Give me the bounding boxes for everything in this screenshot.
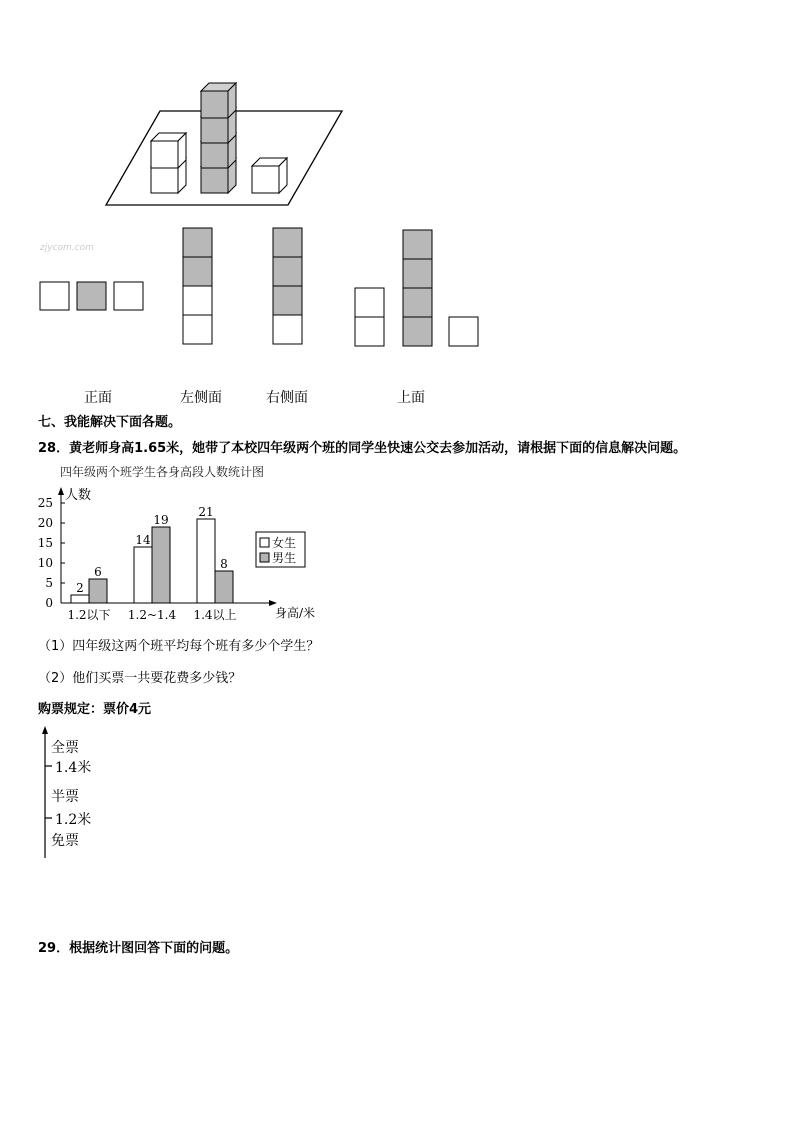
bar-value-label: 19 xyxy=(153,513,169,527)
y-tick-label: 25 xyxy=(37,496,53,510)
bar-value-label: 6 xyxy=(94,565,102,579)
y-tick-label: 20 xyxy=(37,516,53,530)
bar-value-label: 8 xyxy=(220,557,228,571)
bar-男生 xyxy=(215,571,233,603)
question-28: 28．黄老师身高1.65米，她带了本校四年级两个班的同学坐快速公交去参加活动，请根据下面的信息解决问题。 xyxy=(38,441,687,456)
section-title: 七、我能解决下面各题。 xyxy=(38,415,182,430)
question-28-sub1: （1）四年级这两个班平均每个班有多少个学生？ xyxy=(38,639,320,654)
legend-label: 男生 xyxy=(272,551,297,565)
free-ticket-label: 免票 xyxy=(51,833,79,849)
height-mark-1-2: 1.2米 xyxy=(55,812,92,828)
half-ticket-label: 半票 xyxy=(51,789,79,805)
ticket-rule: 购票规定：票价4元 xyxy=(38,702,152,717)
x-axis-label: 身高/米 xyxy=(275,606,316,620)
bar-value-label: 2 xyxy=(76,581,84,595)
block-figure xyxy=(0,0,794,360)
legend-swatch xyxy=(260,538,269,547)
bar-女生 xyxy=(71,595,89,603)
bar-男生 xyxy=(152,527,170,603)
bar-chart xyxy=(30,480,360,650)
legend-label: 女生 xyxy=(272,536,297,550)
y-tick-label: 0 xyxy=(45,596,53,610)
y-tick-label: 10 xyxy=(37,556,53,570)
question-28-sub2: （2）他们买票一共要花费多少钱？ xyxy=(38,671,242,686)
x-tick-label: 1.4以上 xyxy=(193,608,237,622)
watermark: zjycom.com xyxy=(40,243,94,253)
bar-女生 xyxy=(197,519,215,603)
x-tick-label: 1.2~1.4 xyxy=(127,608,177,622)
label-right-view: 右侧面 xyxy=(266,390,308,406)
label-left-view: 左侧面 xyxy=(180,390,222,406)
bar-男生 xyxy=(89,579,107,603)
legend-swatch xyxy=(260,553,269,562)
height-mark-1-4: 1.4米 xyxy=(55,760,92,776)
bar-value-label: 14 xyxy=(135,533,151,547)
x-tick-label: 1.2以下 xyxy=(67,608,111,622)
label-front-view: 正面 xyxy=(84,390,112,406)
bar-女生 xyxy=(134,547,152,603)
question-29: 29．根据统计图回答下面的问题。 xyxy=(38,941,239,956)
y-tick-label: 5 xyxy=(45,576,53,590)
chart-title: 四年级两个班学生各身高段人数统计图 xyxy=(60,465,265,479)
full-ticket-label: 全票 xyxy=(51,740,79,756)
y-axis-arrow xyxy=(58,487,64,495)
y-tick-label: 15 xyxy=(37,536,53,550)
bar-value-label: 21 xyxy=(198,505,214,519)
y-axis-label: 人数 xyxy=(65,488,92,503)
label-top-view: 上面 xyxy=(397,390,425,406)
